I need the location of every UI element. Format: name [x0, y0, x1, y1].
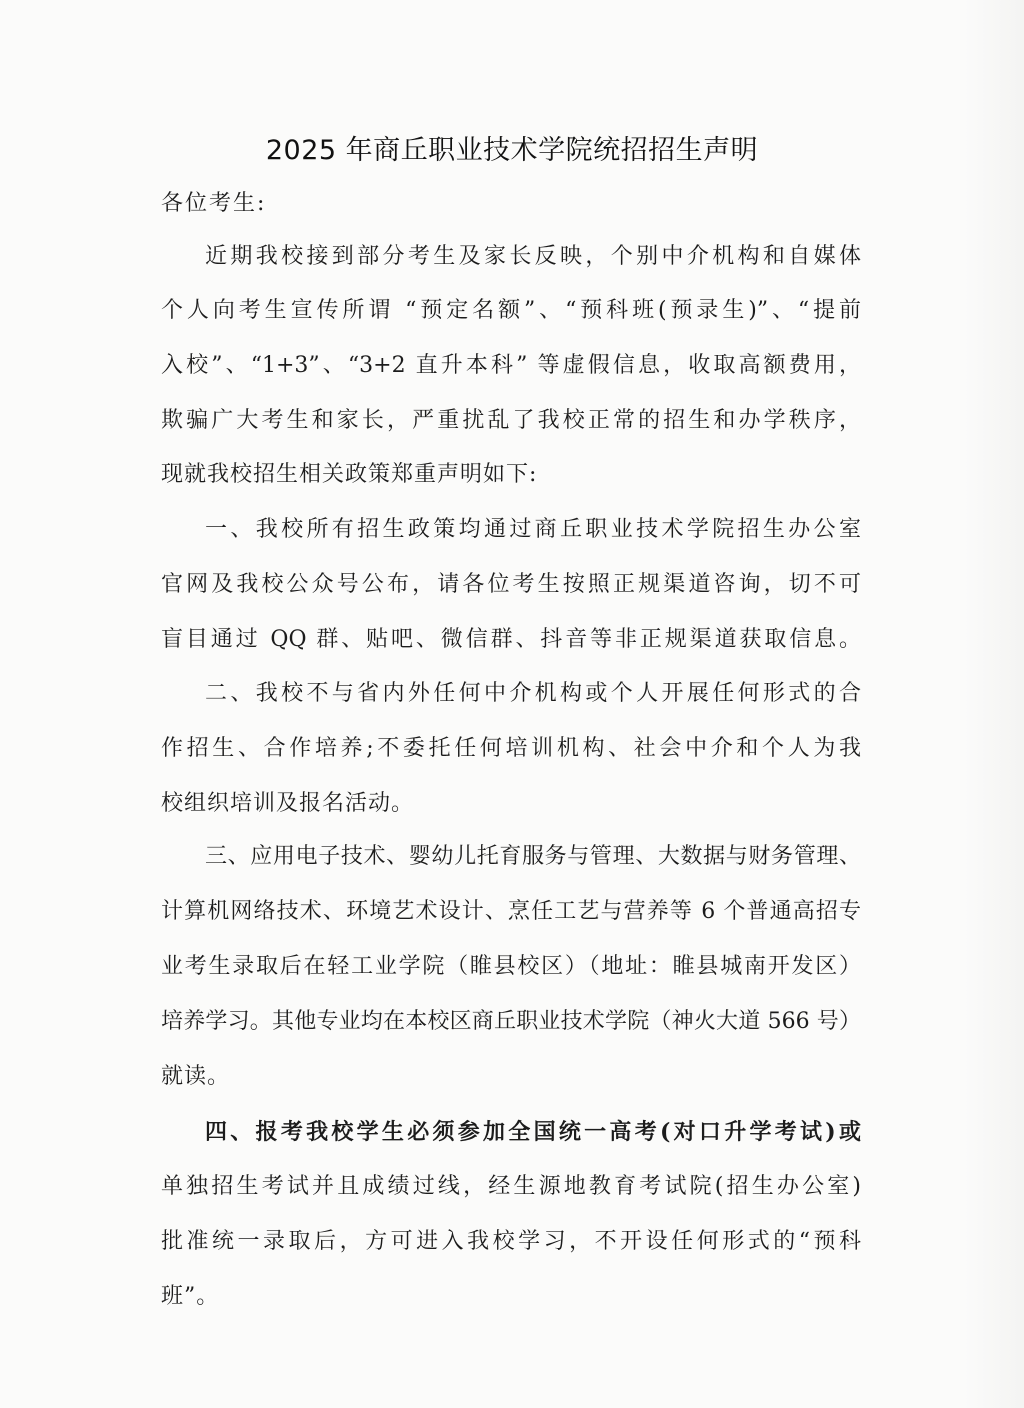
section-2-line: 校组织培训及报名活动。	[161, 791, 415, 816]
section-4-line: 单独招生考试并且成绩过线，经生源地教育考试院(招生办公室)	[161, 1174, 861, 1199]
section-4-line: 四、报考我校学生必须参加全国统一高考(对口升学考试)或	[205, 1119, 861, 1145]
section-1-line: 盲目通过 QQ 群、贴吧、微信群、抖音等非正规渠道获取信息。	[161, 627, 861, 652]
section-4-line: 班”。	[161, 1284, 220, 1309]
section-3-line: 计算机网络技术、环境艺术设计、烹任工艺与营养等 6 个普通高招专	[161, 899, 861, 924]
section-1-line: 官网及我校公众号公布，请各位考生按照正规渠道咨询，切不可	[161, 572, 861, 597]
paragraph-line: 近期我校接到部分考生及家长反映，个别中介机构和自媒体	[205, 244, 861, 269]
document-title: 2025 年商丘职业技术学院统招招生声明	[265, 135, 759, 166]
paragraph-line: 欺骗广大考生和家长，严重扰乱了我校正常的招生和办学秩序，	[161, 408, 861, 433]
section-1-line: 一、我校所有招生政策均通过商丘职业技术学院招生办公室	[205, 517, 861, 542]
salutation: 各位考生:	[161, 191, 267, 216]
section-2-line: 二、我校不与省内外任何中介机构或个人开展任何形式的合	[205, 681, 861, 706]
paragraph-line: 入校”、“1+3”、“3+2 直升本科” 等虚假信息，收取高额费用，	[161, 353, 861, 378]
section-3-line: 培养学习。其他专业均在本校区商丘职业技术学院（神火大道 566 号）	[161, 1009, 861, 1034]
section-3-line: 三、应用电子技术、婴幼儿托育服务与管理、大数据与财务管理、	[205, 844, 861, 869]
section-3-line: 业考生录取后在轻工业学院（睢县校区）（地址：睢县城南开发区）	[161, 954, 861, 979]
paragraph-line: 现就我校招生相关政策郑重声明如下:	[161, 462, 538, 487]
section-2-line: 作招生、合作培养;不委托任何培训机构、社会中介和个人为我	[161, 736, 861, 761]
section-3-line: 就读。	[161, 1064, 231, 1089]
section-4-line: 批准统一录取后，方可进入我校学习，不开设任何形式的“预科	[161, 1229, 861, 1254]
paragraph-line: 个人向考生宣传所谓 “预定名额”、“预科班(预录生)”、“提前	[161, 298, 861, 323]
scan-shadow	[964, 0, 1024, 1408]
